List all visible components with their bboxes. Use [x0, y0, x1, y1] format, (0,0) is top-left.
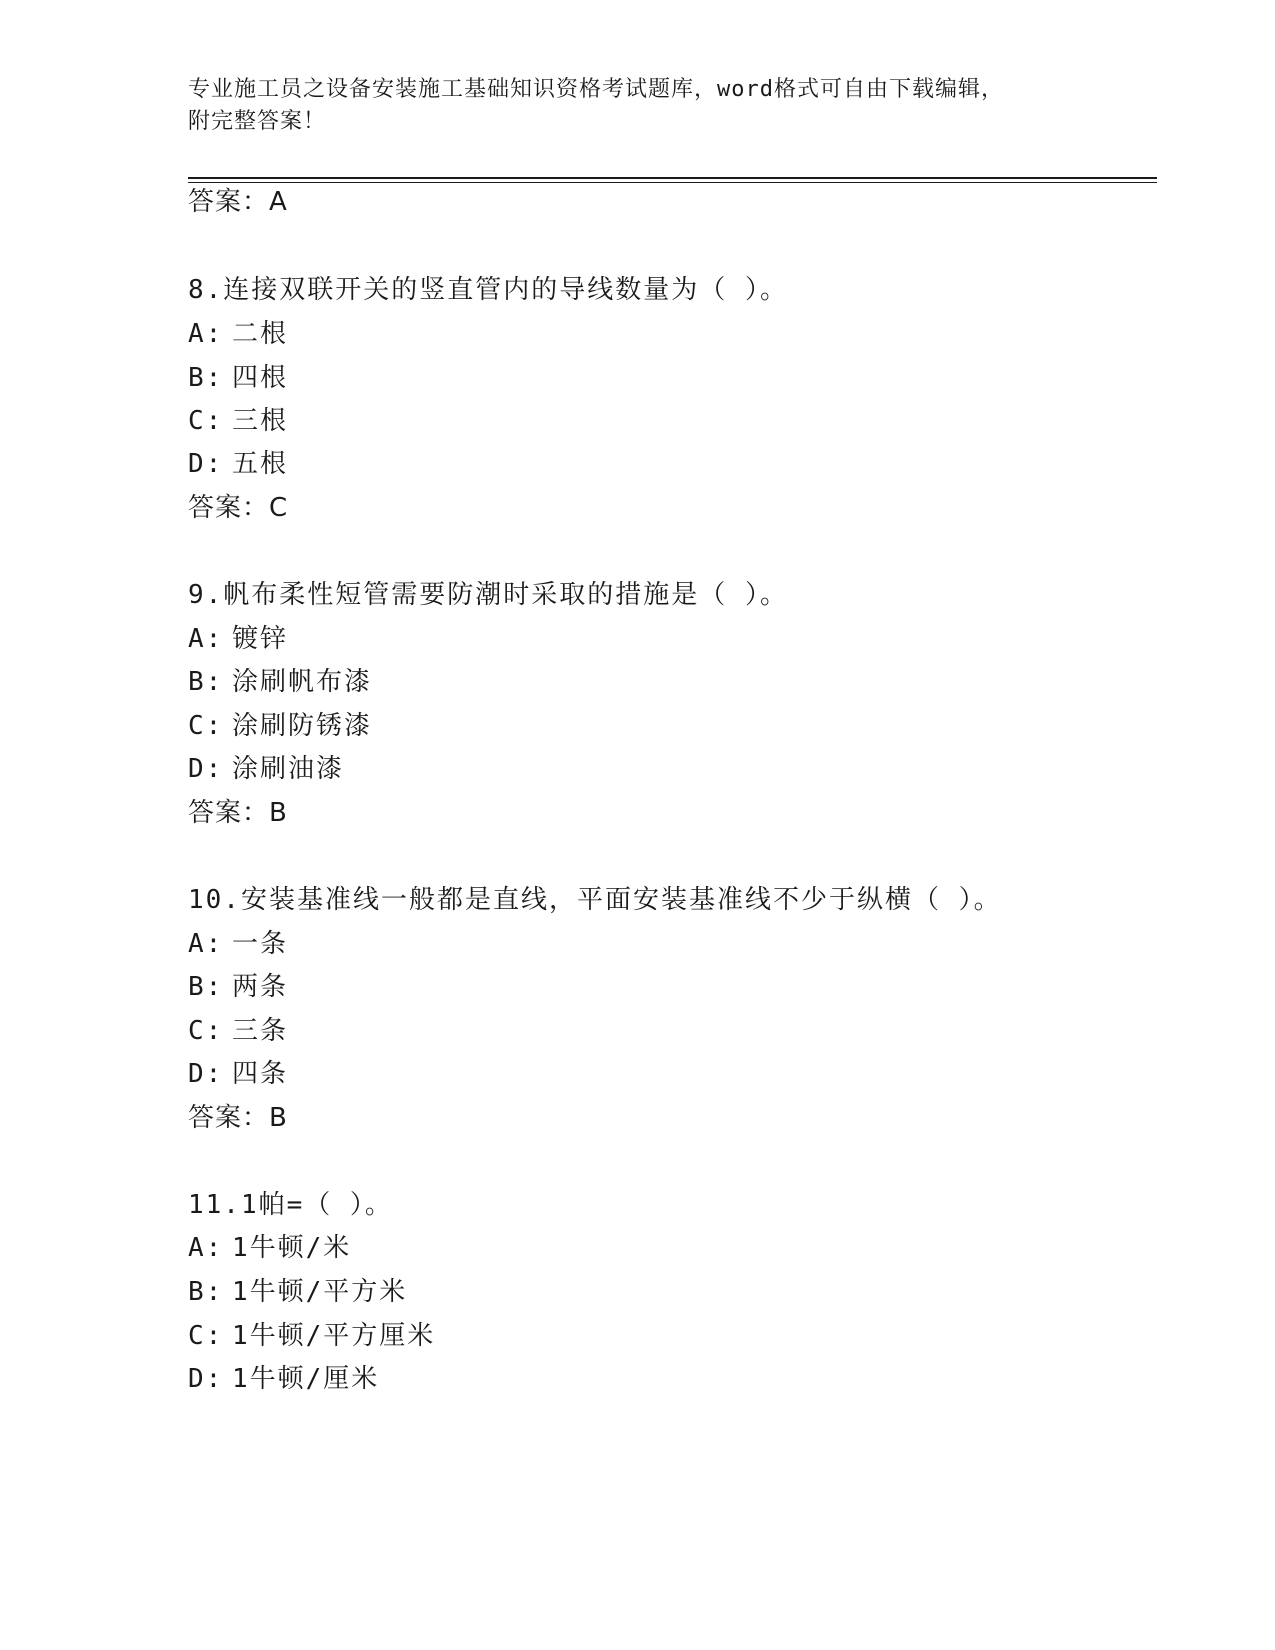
option-text: 三根: [232, 406, 289, 436]
option-text: 1牛顿/平方厘米: [232, 1321, 436, 1351]
option-text: 涂刷帆布漆: [232, 667, 373, 697]
question-11-option-d: [188, 1363, 379, 1395]
option-text: 两条: [232, 972, 289, 1002]
option-text: 1牛顿/平方米: [232, 1277, 408, 1307]
header-line-2: 附完整答案！: [188, 109, 327, 134]
question-9-option-d: [188, 753, 344, 785]
option-text: 1牛顿/米: [232, 1233, 352, 1263]
question-8-stem: 8.连接双联开关的竖直管内的导线数量为（ ）。: [188, 275, 788, 305]
option-letter: A:: [188, 319, 224, 349]
question-8-option-d: [188, 448, 288, 480]
option-letter: B:: [188, 363, 224, 393]
answer-prev: 答案：A: [188, 187, 288, 217]
option-letter: C:: [188, 406, 224, 436]
question-8-option-c: [188, 405, 288, 437]
question-8-option-a: [188, 318, 288, 350]
question-9-option-a: [188, 623, 288, 655]
option-letter: D:: [188, 1364, 224, 1394]
option-text: 一条: [232, 929, 289, 959]
question-11-stem: 11.1帕=（ ）。: [188, 1190, 393, 1220]
option-text: 五根: [232, 449, 289, 479]
option-letter: C:: [188, 711, 224, 741]
option-letter: A:: [188, 624, 224, 654]
question-10-option-d: [188, 1058, 288, 1090]
question-8-answer: 答案：C: [188, 493, 289, 523]
option-letter: C:: [188, 1321, 224, 1351]
header-line-1: 专业施工员之设备安装施工基础知识资格考试题库，word格式可自由下载编辑，: [188, 77, 1004, 102]
question-11-option-b: [188, 1276, 407, 1308]
question-8-option-b: [188, 362, 288, 394]
option-letter: B:: [188, 1277, 224, 1307]
option-text: 二根: [232, 319, 289, 349]
option-letter: D:: [188, 754, 224, 784]
option-letter: D:: [188, 1059, 224, 1089]
option-text: 涂刷防锈漆: [232, 711, 373, 741]
header-divider-thick: [188, 177, 1157, 179]
question-9-stem: 9.帆布柔性短管需要防潮时采取的措施是（ ）。: [188, 580, 788, 610]
question-10-answer: 答案：B: [188, 1103, 288, 1133]
option-text: 1牛顿/厘米: [232, 1364, 380, 1394]
option-letter: A:: [188, 1233, 224, 1263]
question-9-option-b: [188, 666, 372, 698]
question-10-stem: 10.安装基准线一般都是直线，平面安装基准线不少于纵横（ ）。: [188, 885, 1002, 915]
question-11-option-c: [188, 1320, 435, 1352]
option-letter: B:: [188, 667, 224, 697]
question-10-option-a: [188, 928, 288, 960]
option-text: 四条: [232, 1059, 289, 1089]
option-letter: C:: [188, 1016, 224, 1046]
option-text: 涂刷油漆: [232, 754, 345, 784]
option-text: 三条: [232, 1016, 289, 1046]
question-10-option-b: [188, 971, 288, 1003]
question-11-option-a: [188, 1232, 351, 1264]
document-header: [188, 74, 1088, 138]
option-text: 镀锌: [232, 624, 289, 654]
question-9-option-c: [188, 710, 372, 742]
option-text: 四根: [232, 363, 289, 393]
question-10-option-c: [188, 1015, 288, 1047]
question-9-answer: 答案：B: [188, 798, 288, 828]
option-letter: D:: [188, 449, 224, 479]
option-letter: B:: [188, 972, 224, 1002]
option-letter: A:: [188, 929, 224, 959]
header-divider-thin: [188, 182, 1157, 183]
